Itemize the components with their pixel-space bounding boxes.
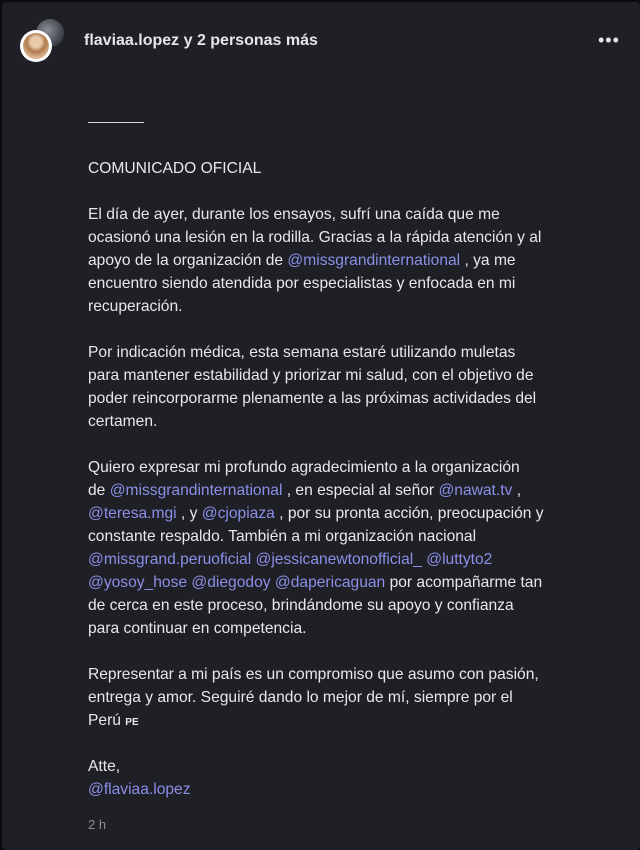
post-panel [2,2,640,850]
caption-line [88,410,628,433]
caption-text: , en especial al señor [282,482,439,499]
mention-link[interactable]: @jessicanewtonofficial_ [255,551,422,568]
caption-line [88,249,628,272]
post-author-title[interactable]: flaviaa.lopez y 2 personas más [84,32,318,49]
mention-link[interactable]: @missgrand.peruoficial [88,551,252,568]
caption-text: , y [176,505,202,522]
caption-line [88,525,628,548]
caption-text: El día de ayer, durante los ensayos, sufrí una caída que me [88,206,500,223]
caption-text: entrega y amor. Seguiré dando lo mejor de mí, siempre por el [88,689,513,706]
caption-line [88,387,628,410]
caption-text: apoyo de la organización de [88,252,288,269]
mention-link[interactable]: @missgrandinternational [109,482,283,499]
caption-line [88,571,628,594]
caption-text: Por indicación médica, esta semana estaré utilizando muletas [88,344,516,361]
avatar-image [23,33,49,59]
caption-line [88,295,628,318]
caption-text: encuentro siendo atendida por especialistas y enfocada en mi [88,275,516,292]
caption-text: ocasionó una lesión en la rodilla. Gracias a la rápida atención y al [88,229,542,246]
mention-link[interactable]: @nawat.tv [438,482,513,499]
caption-text: Quiero expresar mi profundo agradecimiento a la organización [88,459,520,476]
mention-link[interactable]: @cjopiaza [201,505,275,522]
mention-link[interactable]: @dapericaguan [274,574,386,591]
caption-line [88,272,628,295]
caption-line [88,479,628,502]
post-caption [88,157,628,801]
post-header [2,2,640,82]
caption-text: , ya me [460,252,516,269]
mention-link[interactable]: @flaviaa.lopez [88,781,191,798]
caption-text: poder reincorporarme plenamente a las próximas actividades del [88,390,537,407]
caption-line [88,640,628,663]
caption-line [88,548,628,571]
caption-line [88,318,628,341]
caption-text: constante respaldo. También a mi organización nacional [88,528,477,545]
caption-line [88,203,628,226]
caption-text: , [512,482,522,499]
caption-line [88,732,628,755]
divider [88,122,144,123]
caption-line [88,617,628,640]
mention-link[interactable]: @luttyto2 [426,551,493,568]
mention-link[interactable]: @teresa.mgi [88,505,177,522]
caption-text: COMUNICADO OFICIAL [88,160,262,177]
caption-line [88,180,628,203]
caption-line [88,157,628,180]
caption-text: para mantener estabilidad y priorizar mi salud, con el objetivo de [88,367,534,384]
caption-line [88,594,628,617]
peru-flag-icon: PE [125,717,139,728]
mention-link[interactable]: @yosoy_hose [88,574,188,591]
caption-line [88,502,628,525]
caption-text: para continuar en competencia. [88,620,307,637]
caption-line [88,709,628,732]
caption-text: Atte, [88,758,121,775]
caption-line [88,686,628,709]
caption-text: Perú [88,712,126,729]
caption-text: Representar a mi país es un compromiso que asumo con pasión, [88,666,539,683]
post-timestamp: 2 h [88,817,107,832]
caption-text: certamen. [88,413,158,430]
more-options-icon[interactable]: ••• [598,30,620,50]
avatar[interactable] [20,30,52,62]
caption-line [88,663,628,686]
mention-link[interactable]: @diegodoy [191,574,271,591]
caption-line [88,778,628,801]
caption-text: de [88,482,110,499]
caption-line [88,433,628,456]
caption-line [88,364,628,387]
caption-text: recuperación. [88,298,183,315]
caption-line [88,755,628,778]
caption-text: de cerca en este proceso, brindándome su apoyo y confianza [88,597,514,614]
caption-line [88,456,628,479]
caption-line [88,341,628,364]
caption-text: , por su pronta acción, preocupación y [274,505,544,522]
mention-link[interactable]: @missgrandinternational [287,252,461,269]
caption-text: por acompañarme tan [385,574,543,591]
caption-line [88,226,628,249]
